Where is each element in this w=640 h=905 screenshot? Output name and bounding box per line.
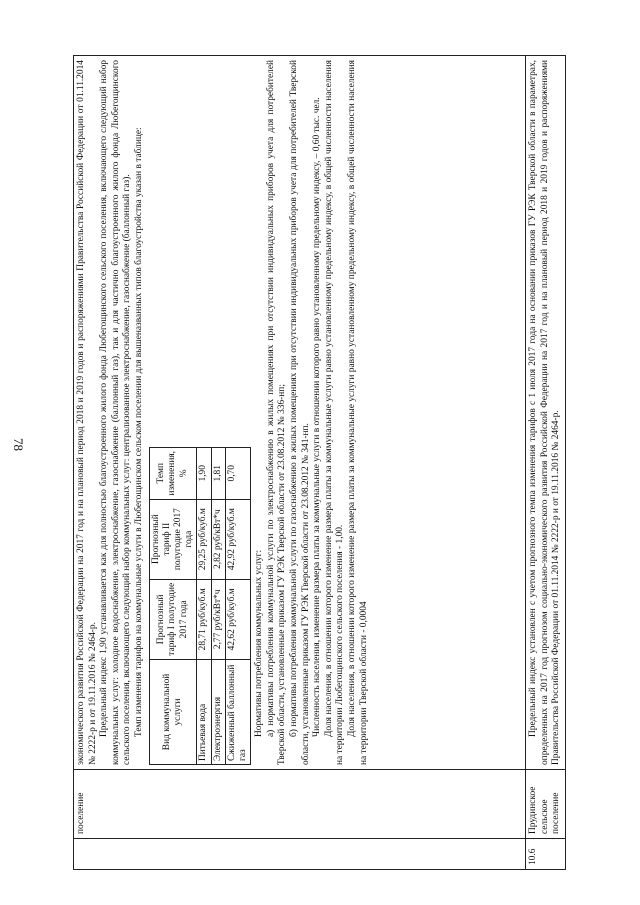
- tariff-cell: 2,82 руб/кВт*ч: [211, 499, 225, 579]
- row-content: [74, 56, 526, 770]
- tariff-cell: 29,25 руб/куб.м: [197, 499, 211, 579]
- tariff-cell: 42,62 руб/куб.м: [225, 579, 250, 659]
- tariff-header: Прогнозный тариф I полугодие 2017 года: [149, 579, 197, 659]
- tariff-cell: 2,77 руб/кВт*ч: [211, 579, 225, 659]
- tariff-cell: Электроэнергия: [211, 659, 225, 764]
- row-number: 10.6: [526, 839, 566, 870]
- paragraph: Предельный индекс 1,90 устанавливается как для полностью благоустроенного жилого фонда Любегощинского сельского поселения, включающего следующий набор коммунальных услуг: холодное водоснабжение, электроснабжение, газоснабжение (баллонный газ), так и для частично благоустроенного жилого фонда Любегощинского сельского поселения, включающего следующий набор коммунальных услуг: централизованное электроснабжение, газоснабжение (баллонный газ).: [99, 60, 133, 765]
- tariff-cell: 28,71 руб/куб.м: [197, 579, 211, 659]
- rotated-document-table: [73, 55, 618, 870]
- tariff-cell: 1,90: [197, 448, 211, 500]
- tariff-row: [197, 448, 211, 765]
- table-row: [526, 56, 566, 870]
- tariff-cell: 42,92 руб/куб.м: [225, 499, 250, 579]
- paragraph: Темп изменения тарифов на коммунальные услуги в Любегощинском сельском поселении для вышеназванных типов благоустройства указан в таблице:: [133, 127, 144, 737]
- settlements-table: [73, 55, 566, 870]
- settlement-name: поселение: [74, 770, 526, 839]
- row-number: [74, 839, 526, 870]
- paragraph: а) нормативы потребления коммунальной услуги по электроснабжению в жилых помещениях при отсутствии индивидуальных приборов учета для потребителей Тверской области, установленные приказом ГУ РЭК Тверской области от 23.08.2012 № 336-нп;: [265, 60, 288, 765]
- tariff-row: [211, 448, 225, 765]
- tariff-row: [225, 448, 250, 765]
- tariff-cell: 1,81: [211, 448, 225, 500]
- paragraph: Доля населения, в отношении которого изменение размера платы за коммунальные услуги равно установленному предельному индексу, в общей численности населения на территории Любегощинского сельского поселения - 1,00.: [323, 60, 346, 765]
- tariff-header: Прогнозный тариф II полугодие 2017 года: [149, 499, 197, 579]
- paragraph: Численность населения, изменение размера платы за коммунальные услуги в отношении которого равно установленному предельному индексу, – 0,60 тыс. чел.: [312, 97, 323, 737]
- paragraph: Предельный индекс установлен с учетом прогнозного темпа изменения тарифов с 1 июля 2017 года на основании приказов ГУ РЭК Тверской области в параметрах, определенных на 2017 год прогнозом социально-экономического развития Российской Федерации на 2017 год и на плановый период 2018 и 2019 годов и распоряжениями Правительства Российской Федерации от 01.11.2014 № 2222-р и от 19.11.2016 № 2464-р.: [528, 60, 562, 765]
- table-row: [74, 56, 526, 870]
- paragraph: экономического развития Российской Федерации на 2017 год и на плановый период 2018 и 2019 годов и распоряжениями Правительства Российской Федерации от 01.11.2014 № 2222-р и от 19.11.2016 № 2464-р.: [76, 60, 98, 765]
- tariff-table: [149, 447, 252, 765]
- page-number: 78: [11, 438, 26, 451]
- settlement-name: Прудинское сельское поселение: [526, 770, 566, 839]
- paragraph: Нормативы потребления коммунальных услуг:: [254, 549, 265, 737]
- paragraph: б) нормативы потребления коммунальной услуги по газоснабжению в жилых помещениях при отсутствии индивидуальных приборов учета для потребителей Тверской области, установленные приказом ГУ РЭК Тверской области от 23.08.2012 № 341-нп.: [288, 60, 311, 765]
- tariff-header: Вид коммунальной услуги: [149, 659, 197, 764]
- tariff-header: Темп изменения, %: [149, 448, 197, 500]
- tariff-cell: Сжиженный баллонный газ: [225, 659, 250, 764]
- row-content: [526, 56, 566, 770]
- tariff-cell: Питьевая вода: [197, 659, 211, 764]
- paragraph: Доля населения, в отношении которого изменение размера платы за коммунальные услуги равно установленному предельному индексу, в общей численности населения на территории Тверской области - 0,0004: [346, 60, 369, 765]
- tariff-cell: 0,70: [225, 448, 250, 500]
